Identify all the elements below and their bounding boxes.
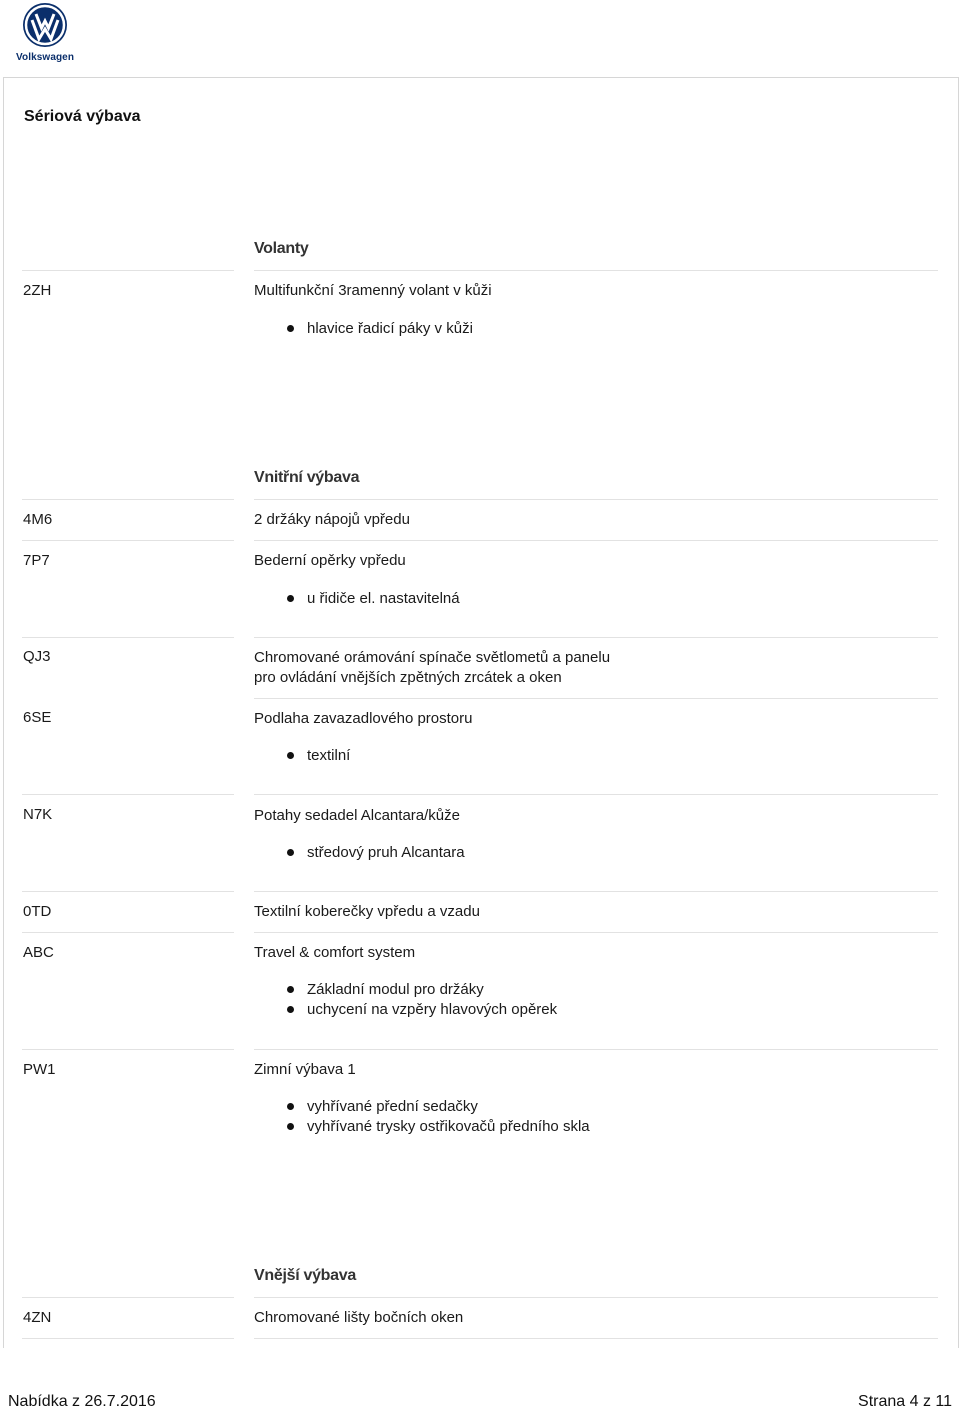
- bullet-icon: [287, 595, 294, 602]
- item-detail: hlavice řadicí páky v kůži: [307, 320, 473, 337]
- item-description: Travel & comfort system: [254, 944, 416, 961]
- divider: [254, 637, 938, 638]
- divider: [254, 270, 938, 271]
- bullet-icon: [287, 1006, 294, 1013]
- divider: [22, 270, 234, 271]
- divider: [254, 891, 938, 892]
- item-code: 4M6: [23, 511, 53, 528]
- divider: [22, 637, 234, 638]
- brand-name: Volkswagen: [16, 52, 75, 63]
- item-code: QJ3: [23, 648, 51, 665]
- item-description: Podlaha zavazadlového prostoru: [254, 710, 473, 727]
- item-code: PW1: [23, 1061, 56, 1078]
- bullet-icon: [287, 1103, 294, 1110]
- divider: [254, 1338, 938, 1339]
- item-code: 2ZH: [23, 282, 52, 299]
- item-description: 2 držáky nápojů vpředu: [254, 511, 410, 528]
- divider: [254, 794, 938, 795]
- footer-page-number: Strana 4 z 11: [858, 1393, 952, 1410]
- divider: [22, 1049, 234, 1050]
- item-description: Zimní výbava 1: [254, 1061, 356, 1078]
- divider: [22, 1297, 234, 1298]
- item-code: 6SE: [23, 709, 52, 726]
- item-code: 7P7: [23, 552, 50, 569]
- content-frame: [3, 77, 959, 1348]
- item-detail: u řidiče el. nastavitelná: [307, 590, 460, 607]
- item-detail: Základní modul pro držáky: [307, 981, 484, 998]
- vw-emblem-icon: [22, 2, 68, 48]
- item-detail: vyhřívané přední sedačky: [307, 1098, 478, 1115]
- section-title-vnejsi-vybava: Vnější výbava: [254, 1267, 356, 1284]
- section-title-volanty: Volanty: [254, 240, 309, 257]
- item-description: Bederní opěrky vpředu: [254, 552, 406, 569]
- divider: [22, 932, 234, 933]
- bullet-icon: [287, 325, 294, 332]
- item-detail: textilní: [307, 747, 351, 764]
- divider: [254, 1297, 938, 1298]
- bullet-icon: [287, 849, 294, 856]
- divider: [22, 540, 234, 541]
- item-description-line-1: Chromované orámování spínače světlometů a panelu: [254, 649, 611, 666]
- divider: [254, 698, 938, 699]
- divider: [22, 891, 234, 892]
- item-code: N7K: [23, 806, 53, 823]
- bullet-icon: [287, 752, 294, 759]
- divider: [254, 499, 938, 500]
- item-description: Textilní koberečky vpředu a vzadu: [254, 903, 480, 920]
- page-title: Sériová výbava: [24, 108, 141, 125]
- footer-offer-date: Nabídka z 26.7.2016: [8, 1393, 156, 1410]
- item-detail: vyhřívané trysky ostřikovačů předního skla: [307, 1118, 590, 1135]
- item-description: Chromované lišty bočních oken: [254, 1309, 464, 1326]
- divider: [254, 1049, 938, 1050]
- item-description: Multifunkční 3ramenný volant v kůži: [254, 282, 492, 299]
- item-description-line-2: pro ovládání vnějších zpětných zrcátek a oken: [254, 669, 562, 686]
- divider: [22, 1338, 234, 1339]
- divider: [22, 499, 234, 500]
- item-detail: uchycení na vzpěry hlavových opěrek: [307, 1001, 558, 1018]
- divider: [254, 932, 938, 933]
- item-code: 0TD: [23, 903, 52, 920]
- divider: [254, 540, 938, 541]
- item-code: 4ZN: [23, 1309, 52, 1326]
- item-code: ABC: [23, 944, 54, 961]
- item-detail: středový pruh Alcantara: [307, 844, 465, 861]
- bullet-icon: [287, 1123, 294, 1130]
- item-description: Potahy sedadel Alcantara/kůže: [254, 807, 460, 824]
- section-title-vnitrni-vybava: Vnitřní výbava: [254, 469, 360, 486]
- bullet-icon: [287, 986, 294, 993]
- divider: [22, 794, 234, 795]
- volkswagen-logo: [16, 2, 76, 64]
